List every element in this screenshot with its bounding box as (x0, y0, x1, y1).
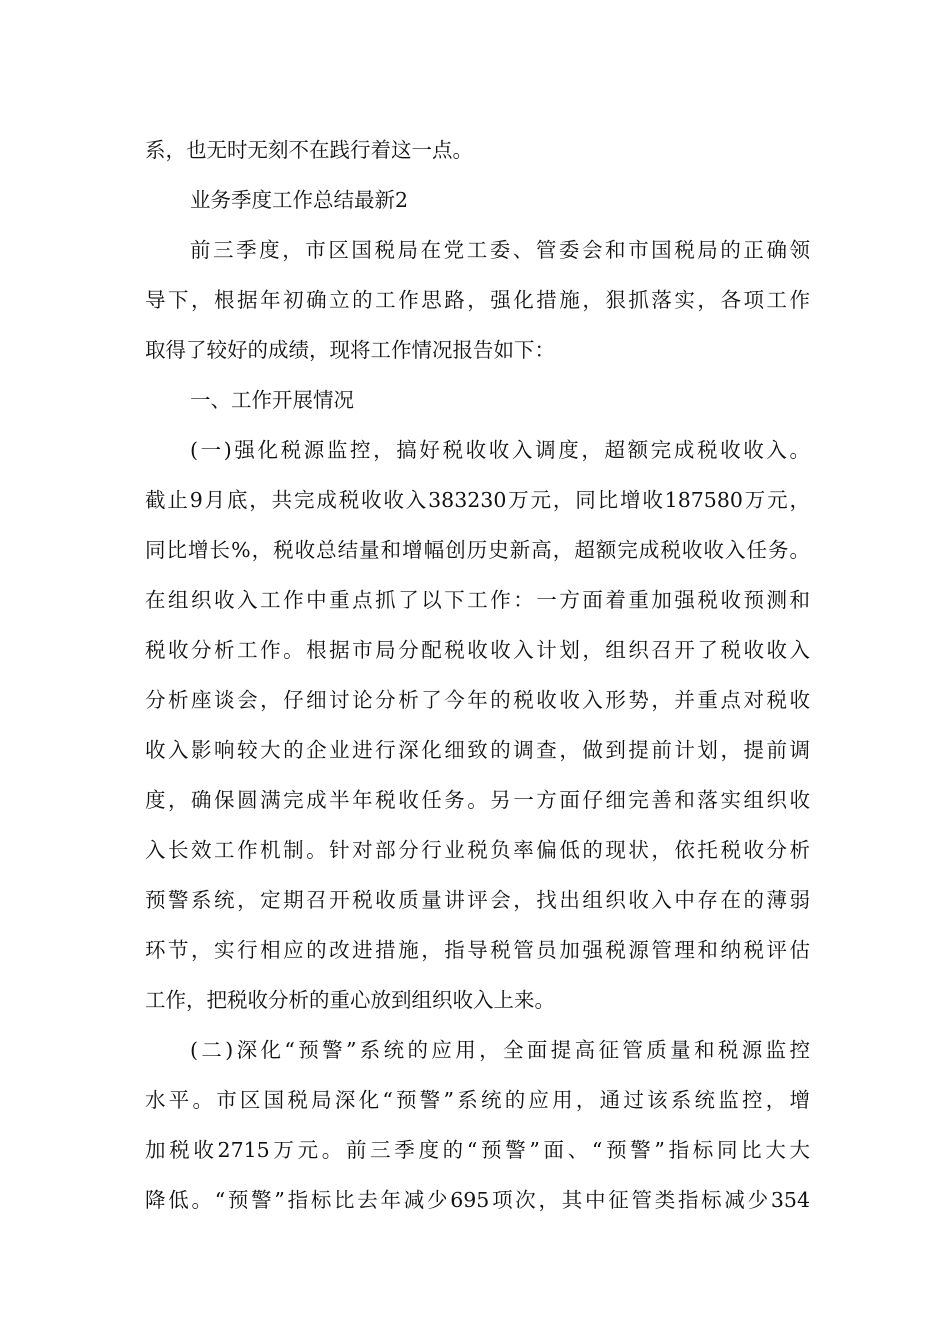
subsection-heading: 一、工作开展情况 (190, 388, 354, 412)
paragraph-line: 入长效工作机制。针对部分行业税负率偏低的现状，依托税收分析 (145, 838, 810, 862)
paragraph-line: 同比增长%，税收总结量和增幅创历史新高，超额完成税收收入任务。 (145, 538, 810, 562)
paragraph-line: 工作，把税收分析的重心放到组织收入上来。 (145, 988, 555, 1012)
paragraph-line: 税收分析工作。根据市局分配税收收入计划，组织召开了税收收入 (145, 638, 810, 662)
paragraph-line-continuation: 系，也无时无刻不在践行着这一点。 (145, 138, 473, 162)
paragraph-line: 降低。“预警”指标比去年减少695项次，其中征管类指标减少354 (145, 1188, 810, 1212)
paragraph-line: 取得了较好的成绩，现将工作情况报告如下： (145, 338, 555, 362)
paragraph-line: 分析座谈会，仔细讨论分析了今年的税收收入形势，并重点对税收 (145, 688, 810, 712)
paragraph-line: 加税收2715万元。前三季度的“预警”面、“预警”指标同比大大 (145, 1138, 810, 1162)
paragraph-line: 在组织收入工作中重点抓了以下工作：一方面着重加强税收预测和 (145, 588, 810, 612)
paragraph-line: 预警系统，定期召开税收质量讲评会，找出组织收入中存在的薄弱 (145, 888, 810, 912)
paragraph-line: (一)强化税源监控，搞好税收收入调度，超额完成税收收入。 (190, 438, 810, 462)
paragraph-line: (二)深化“预警”系统的应用，全面提高征管质量和税源监控 (190, 1038, 810, 1062)
paragraph-line: 收入影响较大的企业进行深化细致的调查，做到提前计划，提前调 (145, 738, 810, 762)
section-heading: 业务季度工作总结最新2 (190, 188, 409, 212)
paragraph-line: 环节，实行相应的改进措施，指导税管员加强税源管理和纳税评估 (145, 938, 810, 962)
paragraph-line: 前三季度，市区国税局在党工委、管委会和市国税局的正确领 (190, 238, 810, 262)
paragraph-line: 导下，根据年初确立的工作思路，强化措施，狠抓落实，各项工作 (145, 288, 810, 312)
paragraph-line: 水平。市区国税局深化“预警”系统的应用，通过该系统监控，增 (145, 1088, 810, 1112)
paragraph-line: 度，确保圆满完成半年税收任务。另一方面仔细完善和落实组织收 (145, 788, 810, 812)
paragraph-line: 截止9月底，共完成税收收入383230万元，同比增收187580万元， (145, 488, 810, 512)
